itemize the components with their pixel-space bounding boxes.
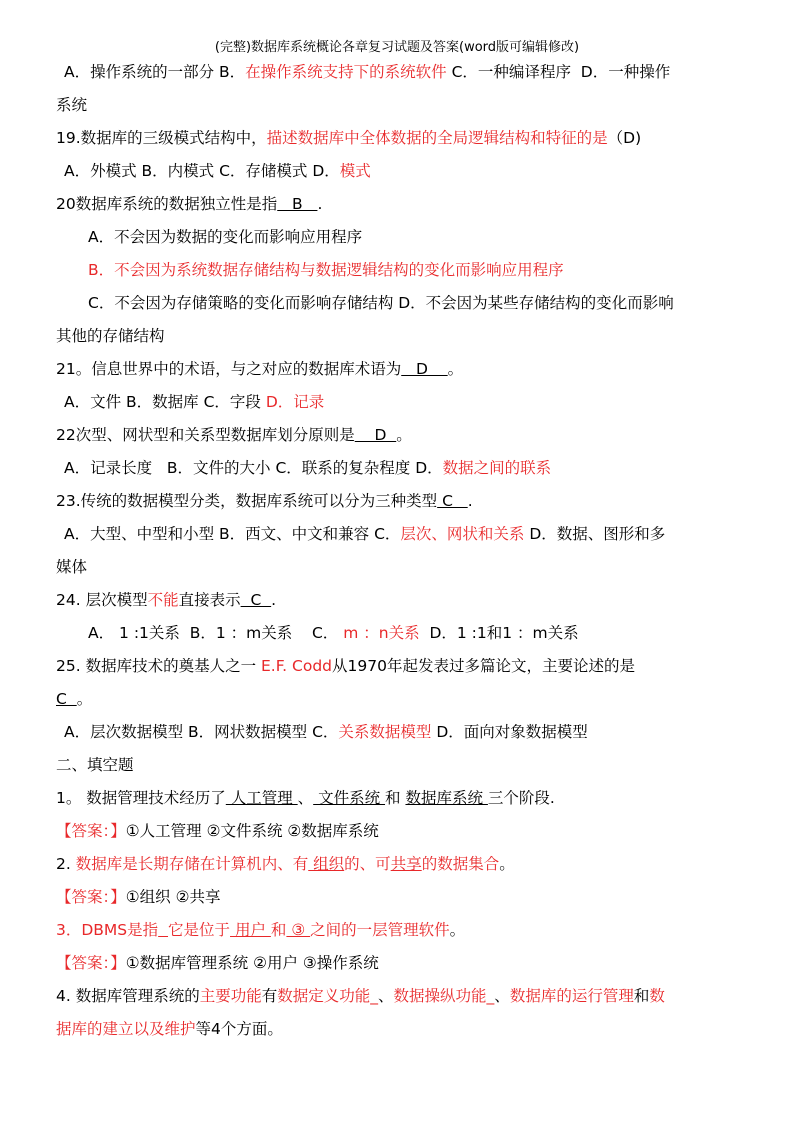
highlighted-text: 在操作系统支持下的系统软件 [245,63,447,81]
text-line [56,188,740,221]
text-span: 22次型、网状型和关系型数据库划分原则是 [56,426,355,444]
text-span: 系统 [56,96,88,114]
text-line [56,221,740,254]
text-span: 三个阶段. [487,789,555,807]
highlighted-text: m ：n关系 [343,624,420,642]
highlighted-text: 数据库是长期存储在计算机内、有 [75,855,309,873]
highlighted-text: 用户 [230,921,271,939]
text-line [56,254,740,287]
document-body [56,56,740,1046]
text-line [56,320,740,353]
highlighted-text: 数据库的运行管理 [509,987,634,1005]
text-line [56,947,740,980]
highlighted-text: 数据定义功能_ [277,987,379,1005]
text-span: . [467,492,473,510]
text-line [56,683,740,716]
text-span: 4. 数据库管理系统的 [56,987,200,1005]
text-line [56,782,740,815]
text-span: A．层次数据模型 B．网状数据模型 C． [64,723,339,741]
highlighted-text: 数 [649,987,665,1005]
text-span: C [56,690,77,708]
highlighted-text: 它是位于 [168,921,231,939]
text-line [56,584,740,617]
text-span: 、 [297,789,314,807]
text-span: ①数据库管理系统 ②用户 ③操作系统 [125,954,379,972]
text-span: 21。信息世界中的术语，与之对应的数据库术语为 [56,360,402,378]
text-span: 1。 数据管理技术经历了 [56,789,226,807]
text-span: 23.传统的数据模型分类，数据库系统可以分为三种类型 [56,492,438,510]
text-span: D．数据、图形和多 [524,525,666,543]
text-span: B [277,195,318,213]
text-span: C．一种编译程序 D．一种操作 [446,63,671,81]
text-span: 等4个方面。 [195,1020,283,1038]
text-line [56,122,740,155]
text-line [56,1013,740,1046]
text-span: 。 [396,426,412,444]
text-line [56,749,740,782]
highlighted-text: 【答案：】 [56,954,126,972]
text-span: 有 [261,987,278,1005]
text-span: ①人工管理 ②文件系统 ②数据库系统 [125,822,379,840]
text-span: 人工管理 [225,789,298,807]
text-line [56,617,740,650]
text-span: 其他的存储结构 [56,327,165,345]
highlighted-text: 组织 [308,855,345,873]
text-span: 20数据库系统的数据独立性是指 [56,195,278,213]
text-span: 和 [633,987,650,1005]
text-span: C．不会因为存储策略的变化而影响存储结构 D．不会因为某些存储结构的变化而影响 [88,294,674,312]
highlighted-text: 据库的建立以及维护 [56,1020,196,1038]
text-span: . [271,591,277,609]
text-line [56,551,740,584]
text-span: 2. [56,855,76,873]
text-span: A．大型、中型和小型 B．西文、中文和兼容 C． [64,525,401,543]
text-line [56,518,740,551]
highlighted-text: 层次、网状和关系 [400,525,525,543]
page-header: (完整)数据库系统概论各章复习试题及答案(word版可编辑修改) [214,40,580,55]
text-span: A．记录长度 B．文件的大小 C．联系的复杂程度 D． [64,459,443,477]
text-span: 直接表示 [178,591,241,609]
highlighted-text: 数据之间的联系 [442,459,552,477]
highlighted-text: 的数据集合 [421,855,500,873]
text-span: 从1970年起发表过多篇论文，主要论述的是 [332,657,635,675]
text-line [56,848,740,881]
text-line [56,914,740,947]
text-span: A．操作系统的一部分 B． [64,63,246,81]
text-span: 。 [449,921,466,939]
text-span: D [354,426,397,444]
text-line [56,716,740,749]
text-span: A．外模式 B．内模式 C．存储模式 D． [64,162,340,180]
text-span: 和 [385,789,406,807]
text-span: A． 1 :1关系 B．1 ：m关系 C． [88,624,344,642]
highlighted-text: ③ [286,921,311,939]
text-line [56,980,740,1013]
highlighted-text: 主要功能 [199,987,262,1005]
text-span: C [437,492,468,510]
text-line [56,881,740,914]
text-span: C [240,591,272,609]
highlighted-text: 关系数据模型 [338,723,432,741]
text-line [56,353,740,386]
highlighted-text: 之间的一层管理软件 [310,921,450,939]
highlighted-text: 和 [270,921,287,939]
text-span: . [317,195,323,213]
highlighted-text: 【答案：】 [56,822,126,840]
text-span: 。 [499,855,515,873]
text-line [56,650,740,683]
text-line [56,155,740,188]
text-span: 媒体 [56,558,88,576]
highlighted-text: E.F. Codd [261,657,332,675]
highlighted-text: B．不会因为系统数据存储结构与数据逻辑结构的变化而影响应用程序 [88,261,564,279]
highlighted-text: D．记录 [265,393,325,411]
text-line [56,452,740,485]
text-line [56,815,740,848]
text-line [56,485,740,518]
text-span: A．不会因为数据的变化而影响应用程序 [88,228,363,246]
highlighted-text: 共享 [390,855,422,873]
text-span: 文件系统 [313,789,386,807]
text-span: 。 [76,690,93,708]
highlighted-text: 【答案：】 [56,888,126,906]
text-line [56,386,740,419]
text-span: ①组织 ②共享 [125,888,221,906]
text-span: 、 [378,987,394,1005]
text-span: 25. 数据库技术的奠基人之一 [56,657,262,675]
text-span: 数据库系统 [405,789,488,807]
text-span: 、 [494,987,510,1005]
highlighted-text [158,921,168,939]
highlighted-text: 3．DBMS是指 [56,921,159,939]
highlighted-text: 模式 [339,162,371,180]
text-line [56,419,740,452]
text-span: D．1 :1和1 ：m关系 [419,624,579,642]
text-span: D [401,360,448,378]
text-span: D．面向对象数据模型 [431,723,588,741]
highlighted-text: 不能 [147,591,179,609]
text-span: A．文件 B．数据库 C．字段 [64,393,266,411]
text-span: 24. 层次模型 [56,591,148,609]
highlighted-text: 数据操纵功能_ [393,987,495,1005]
text-line [56,287,740,320]
text-line [56,89,740,122]
highlighted-text: 描述数据库中全体数据的全局逻辑结构和特征的是 [266,129,608,147]
text-span: 。 [447,360,464,378]
text-span: 二、填空题 [56,756,134,774]
text-span: 19.数据库的三级模式结构中， [56,129,267,147]
text-span: （D) [607,129,642,147]
text-line [56,56,740,89]
highlighted-text: 的、可 [344,855,391,873]
